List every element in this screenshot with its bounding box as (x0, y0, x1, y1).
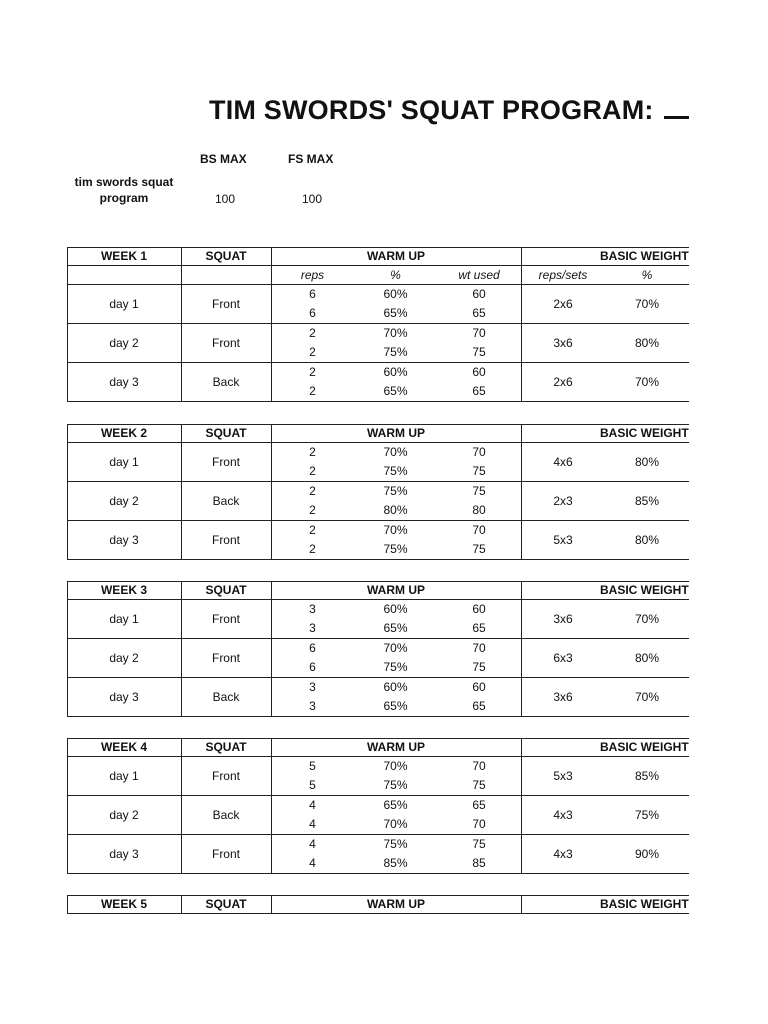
day-label: day 2 (109, 493, 139, 508)
warm-wt: 75 (472, 483, 486, 498)
day-label: day 1 (109, 296, 139, 311)
grid-line (67, 424, 689, 425)
squat-type: Front (211, 611, 240, 626)
reps-sets-header: reps/sets (538, 267, 588, 282)
warm-pct: 70% (383, 522, 408, 537)
warm-pct: 85% (383, 855, 408, 870)
day-label: day 3 (109, 374, 139, 389)
warm-up-header: WARM UP (367, 897, 425, 911)
reps-sets-value: 2x6 (553, 296, 573, 311)
warm-wt: 70 (472, 325, 486, 340)
day-label: day 1 (109, 454, 139, 469)
warm-reps: 5 (309, 777, 316, 792)
grid-line (67, 581, 689, 582)
warm-reps: 2 (309, 522, 316, 537)
warm-reps: 4 (309, 816, 316, 831)
reps-header: reps (300, 267, 325, 282)
basic-pct-value: 90% (634, 846, 660, 861)
wt-used-header: wt used (458, 267, 500, 282)
warm-pct: 65% (383, 620, 408, 635)
warm-reps: 2 (309, 383, 316, 398)
basic-weight-header: BASIC WEIGHT (600, 249, 689, 263)
day-label: day 2 (109, 807, 139, 822)
warm-reps: 6 (309, 659, 316, 674)
warm-wt: 60 (472, 364, 486, 379)
day-label: day 3 (109, 532, 139, 547)
grid-line (67, 895, 68, 914)
warm-reps: 6 (309, 640, 316, 655)
grid-line (67, 895, 689, 896)
warm-reps: 5 (309, 758, 316, 773)
warm-reps: 3 (309, 698, 316, 713)
warm-reps: 2 (309, 364, 316, 379)
day-label: day 1 (109, 768, 139, 783)
week-label: WEEK 2 (100, 426, 147, 440)
basic-pct-value: 70% (634, 296, 660, 311)
reps-sets-value: 3x6 (553, 335, 573, 350)
reps-sets-value: 4x6 (553, 454, 573, 469)
squat-type: Front (211, 296, 240, 311)
grid-line (521, 424, 522, 560)
reps-sets-value: 5x3 (553, 768, 573, 783)
warm-pct: 70% (383, 758, 408, 773)
grid-line (521, 581, 522, 717)
grid-line (271, 895, 272, 914)
warm-pct: 75% (383, 777, 408, 792)
program-label: tim swords squat program (74, 175, 174, 205)
squat-header: SQUAT (205, 897, 247, 911)
fs-max-label: FS MAX (288, 152, 334, 166)
warm-pct: 75% (383, 344, 408, 359)
grid-line (181, 424, 182, 560)
grid-line (67, 716, 689, 717)
grid-line (181, 581, 182, 717)
warm-reps: 4 (309, 836, 316, 851)
squat-type: Front (211, 454, 240, 469)
grid-line (67, 738, 68, 874)
basic-weight-header: BASIC WEIGHT (600, 583, 689, 597)
warm-reps: 2 (309, 483, 316, 498)
reps-sets-value: 3x6 (553, 611, 573, 626)
warm-wt: 65 (472, 305, 486, 320)
grid-line (271, 247, 272, 402)
warm-wt: 60 (472, 601, 486, 616)
warm-pct: 65% (383, 305, 408, 320)
warm-pct: 75% (383, 659, 408, 674)
squat-type: Front (211, 768, 240, 783)
warm-wt: 70 (472, 444, 486, 459)
warm-pct: 65% (383, 383, 408, 398)
squat-header: SQUAT (205, 426, 247, 440)
warm-pct: 60% (383, 679, 408, 694)
basic-pct-value: 75% (634, 807, 660, 822)
day-label: day 3 (109, 846, 139, 861)
fs-max-value: 100 (301, 192, 323, 206)
squat-type: Back (212, 807, 240, 822)
squat-type: Front (211, 846, 240, 861)
grid-line (271, 424, 272, 560)
week-label: WEEK 4 (100, 740, 147, 754)
basic-pct-value: 80% (634, 454, 660, 469)
reps-sets-value: 6x3 (553, 650, 573, 665)
basic-weight-header: BASIC WEIGHT (600, 897, 689, 911)
page-title: TIM SWORDS' SQUAT PROGRAM: (209, 94, 689, 126)
warm-pct: 70% (383, 444, 408, 459)
warm-wt: 75 (472, 777, 486, 792)
basic-pct-value: 70% (634, 611, 660, 626)
day-label: day 2 (109, 335, 139, 350)
warm-reps: 3 (309, 679, 316, 694)
squat-header: SQUAT (205, 583, 247, 597)
grid-line (67, 581, 68, 717)
warm-reps: 2 (309, 541, 316, 556)
grid-line (271, 581, 272, 717)
warm-pct: 60% (383, 601, 408, 616)
warm-wt: 75 (472, 344, 486, 359)
grid-line (67, 913, 689, 914)
warm-pct: 60% (383, 364, 408, 379)
pct-header: % (390, 267, 401, 282)
warm-pct: 65% (383, 698, 408, 713)
warm-reps: 6 (309, 305, 316, 320)
grid-line (521, 738, 522, 874)
grid-line (67, 247, 68, 402)
warm-wt: 70 (472, 640, 486, 655)
grid-line (67, 401, 689, 402)
warm-up-header: WARM UP (367, 583, 425, 597)
grid-line (521, 895, 522, 914)
squat-type: Front (211, 532, 240, 547)
warm-pct: 75% (383, 483, 408, 498)
basic-pct-value: 85% (634, 493, 660, 508)
warm-wt: 75 (472, 541, 486, 556)
grid-line (67, 738, 689, 739)
grid-line (67, 247, 689, 248)
grid-line (271, 738, 272, 874)
title-blank-line (664, 94, 689, 119)
week-label: WEEK 3 (100, 583, 147, 597)
week-label: WEEK 1 (100, 249, 147, 263)
squat-type: Back (212, 374, 240, 389)
warm-reps: 2 (309, 344, 316, 359)
warm-wt: 85 (472, 855, 486, 870)
reps-sets-value: 5x3 (553, 532, 573, 547)
squat-type: Back (212, 493, 240, 508)
warm-up-header: WARM UP (367, 740, 425, 754)
warm-wt: 75 (472, 463, 486, 478)
bs-max-label: BS MAX (200, 152, 247, 166)
warm-reps: 6 (309, 286, 316, 301)
squat-header: SQUAT (205, 740, 247, 754)
warm-reps: 3 (309, 601, 316, 616)
warm-wt: 60 (472, 679, 486, 694)
warm-wt: 70 (472, 758, 486, 773)
reps-sets-value: 2x6 (553, 374, 573, 389)
warm-pct: 75% (383, 836, 408, 851)
basic-weight-header: BASIC WEIGHT (600, 740, 689, 754)
basic-pct-value: 85% (634, 768, 660, 783)
squat-type: Front (211, 650, 240, 665)
warm-reps: 2 (309, 463, 316, 478)
warm-pct: 80% (383, 502, 408, 517)
reps-sets-value: 4x3 (553, 807, 573, 822)
warm-up-header: WARM UP (367, 249, 425, 263)
warm-reps: 4 (309, 797, 316, 812)
warm-wt: 65 (472, 383, 486, 398)
basic-pct-value: 80% (634, 650, 660, 665)
grid-line (181, 895, 182, 914)
warm-wt: 65 (472, 620, 486, 635)
warm-wt: 75 (472, 836, 486, 851)
day-label: day 3 (109, 689, 139, 704)
week-label: WEEK 5 (100, 897, 147, 911)
basic-pct-value: 80% (634, 532, 660, 547)
bs-max-value: 100 (214, 192, 236, 206)
squat-header: SQUAT (205, 249, 247, 263)
day-label: day 2 (109, 650, 139, 665)
warm-pct: 60% (383, 286, 408, 301)
reps-sets-value: 3x6 (553, 689, 573, 704)
warm-pct: 70% (383, 640, 408, 655)
warm-wt: 60 (472, 286, 486, 301)
warm-reps: 2 (309, 444, 316, 459)
warm-pct: 65% (383, 797, 408, 812)
warm-wt: 70 (472, 522, 486, 537)
warm-pct: 70% (383, 325, 408, 340)
warm-reps: 2 (309, 502, 316, 517)
warm-wt: 65 (472, 698, 486, 713)
warm-pct: 70% (383, 816, 408, 831)
grid-line (67, 873, 689, 874)
basic-pct-value: 80% (634, 335, 660, 350)
grid-line (181, 738, 182, 874)
basic-weight-header: BASIC WEIGHT (600, 426, 689, 440)
grid-line (181, 247, 182, 402)
reps-sets-value: 2x3 (553, 493, 573, 508)
warm-reps: 2 (309, 325, 316, 340)
warm-wt: 80 (472, 502, 486, 517)
warm-pct: 75% (383, 541, 408, 556)
warm-reps: 3 (309, 620, 316, 635)
squat-type: Back (212, 689, 240, 704)
grid-line (67, 559, 689, 560)
warm-reps: 4 (309, 855, 316, 870)
warm-wt: 65 (472, 797, 486, 812)
basic-pct-value: 70% (634, 374, 660, 389)
basic-pct-value: 70% (634, 689, 660, 704)
reps-sets-value: 4x3 (553, 846, 573, 861)
warm-up-header: WARM UP (367, 426, 425, 440)
warm-wt: 70 (472, 816, 486, 831)
squat-type: Front (211, 335, 240, 350)
warm-pct: 75% (383, 463, 408, 478)
grid-line (67, 424, 68, 560)
warm-wt: 75 (472, 659, 486, 674)
day-label: day 1 (109, 611, 139, 626)
grid-line (521, 247, 522, 402)
pct2-header: % (641, 267, 653, 282)
